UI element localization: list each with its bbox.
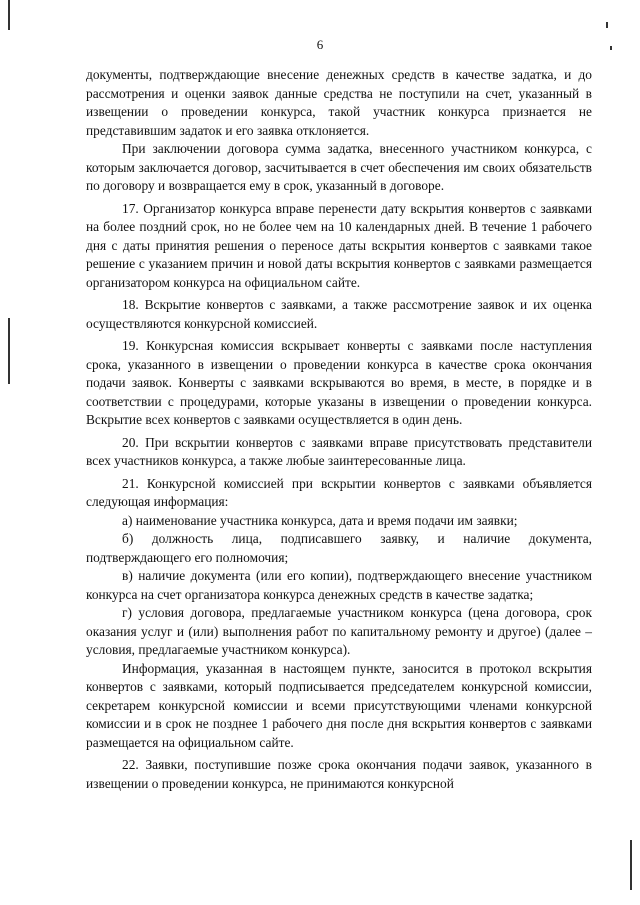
- list-item-g: г) условия договора, предлагаемые участником конкурса (цена договора, срок оказания услуг и (или) выполнения работ по капитальному ремонту и другое) (далее – условия, предлагаемые участником конкурса).: [86, 605, 592, 657]
- scan-mark-left-top: [8, 0, 10, 30]
- paragraph-19: 19. Конкурсная комиссия вскрывает конверты с заявками после наступления срока, указанного в извещении о проведении конкурса в качестве срока окончания подачи заявок. Конверты с заявками вскрываются во время, в месте, в порядке и в соответствии с процедурами, которые указаны в извещении о проведении конкурса. Вскрытие всех конвертов с заявками осуществляется в один день.: [86, 338, 592, 427]
- paragraph-deposit-offset: При заключении договора сумма задатка, внесенного участником конкурса, с которым заключается договор, засчитывается в счет обеспечения им своих обязательств по договору и возвращается ему в срок, указанный в договоре.: [86, 141, 592, 193]
- scan-mark-right-bottom: [630, 840, 632, 890]
- list-item-a: а) наименование участника конкурса, дата и время подачи им заявки;: [122, 512, 518, 528]
- scan-mark-left-middle: [8, 318, 10, 384]
- page-number: 6: [316, 37, 324, 52]
- paragraph-21: 21. Конкурсной комиссией при вскрытии конвертов с заявками объявляется следующая информация:: [86, 475, 592, 509]
- list-item-v: в) наличие документа (или его копии), подтверждающего внесение участником конкурса на счет организатора конкурса денежных средств в качестве задатка;: [86, 568, 592, 602]
- paragraph-17: 17. Организатор конкурса вправе перенести дату вскрытия конвертов с заявками на более поздний срок, но не более чем на 10 календарных дней. В течение 1 рабочего дня с даты принятия решения о переносе даты вскрытия конвертов с заявками такое решение с указанием причин и новой даты вскрытия конвертов с заявками размещается организатором конкурса на официальном сайте.: [86, 200, 592, 290]
- paragraph-protocol-info: Информация, указанная в настоящем пункте, заносится в протокол вскрытия конвертов с заявками, который подписывается председателем конкурсной комиссии, секретарем конкурсной комиссии и всеми присутствующими членами конкурсной комиссии и в срок не позднее 1 рабочего дня после дня вскрытия конвертов с заявками размещается на официальном сайте.: [86, 660, 592, 750]
- list-item-b: б) должность лица, подписавшего заявку, и наличие документа, подтверждающего его полномочия;: [86, 531, 592, 565]
- paragraph-20: 20. При вскрытии конвертов с заявками вправе присутствовать представители всех участников конкурса, а также любые заинтересованные лица.: [86, 434, 592, 468]
- paragraph-22: 22. Заявки, поступившие позже срока окончания подачи заявок, указанного в извещении о проведении конкурса, не принимаются конкурсной: [86, 757, 592, 791]
- paragraph-continuation: документы, подтверждающие внесение денежных средств в качестве задатка, и до рассмотрения и оценки заявок данные средства не поступили на счет, указанный в извещении о проведении конкурса, такой участник конкурса признается не представившим задаток и его заявка отклоняется.: [86, 67, 592, 138]
- scan-mark-right-top: [606, 22, 608, 28]
- paragraph-18: 18. Вскрытие конвертов с заявками, а также рассмотрение заявок и их оценка осуществляются конкурсной комиссией.: [86, 297, 592, 331]
- document-body: [86, 66, 592, 793]
